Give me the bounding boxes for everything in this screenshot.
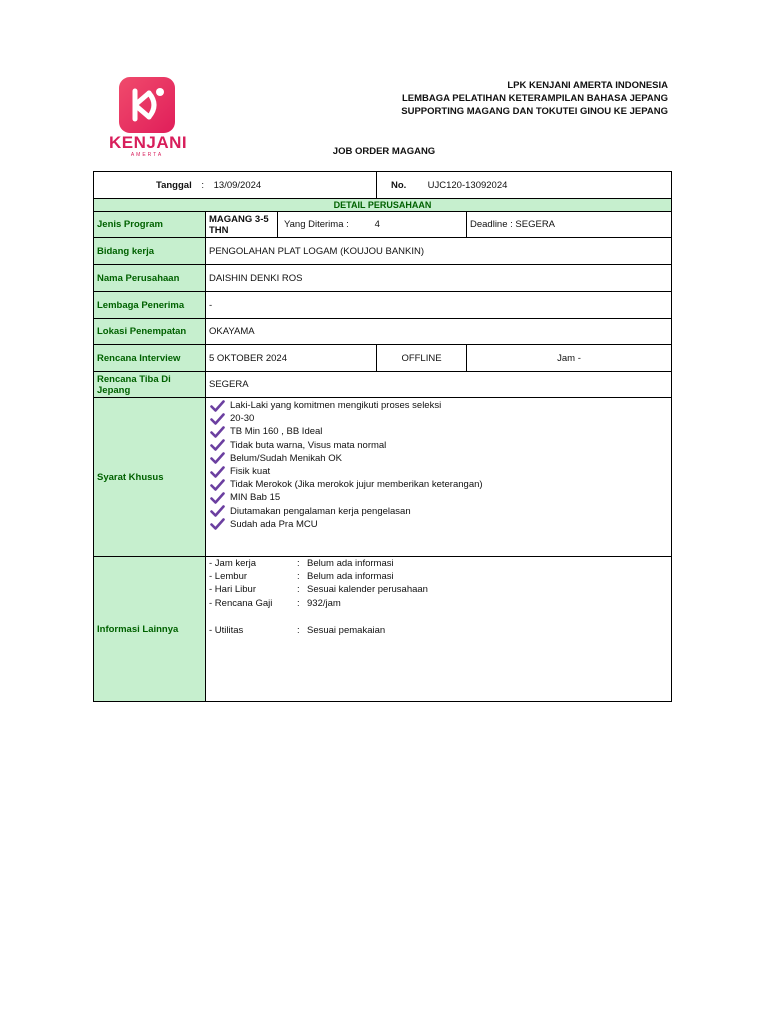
- section-row: [94, 199, 672, 212]
- info-value: 932/jam: [307, 597, 341, 609]
- checkmark-icon: [210, 505, 225, 517]
- diterima-value: 4: [374, 219, 380, 230]
- requirement-item: [210, 399, 668, 412]
- number-label: No.: [391, 179, 407, 191]
- top-row: [94, 172, 672, 199]
- interview-date: 5 OKTOBER 2024: [206, 345, 377, 372]
- requirement-item: [210, 518, 668, 531]
- info-list: [209, 557, 668, 637]
- checkmark-icon: [210, 439, 225, 451]
- document-title: JOB ORDER MAGANG: [332, 146, 436, 157]
- checkmark-icon: [210, 400, 225, 412]
- interview-mode: OFFLINE: [377, 345, 467, 372]
- logo-brand-text: KENJANI: [109, 133, 188, 152]
- requirement-text: Belum/Sudah Menikah OK: [230, 452, 342, 464]
- requirement-text: TB Min 160 , BB Ideal: [230, 426, 323, 438]
- interview-label: Rencana Interview: [94, 345, 206, 372]
- lembaga-penerima-value: -: [206, 292, 672, 319]
- job-order-table: [93, 171, 672, 702]
- info-colon: :: [297, 558, 300, 569]
- tiba-row: [94, 372, 672, 398]
- header-line-3: SUPPORTING MAGANG DAN TOKUTEI GINOU KE JEPANG: [401, 106, 668, 117]
- info-item: [209, 557, 668, 570]
- info-value: Belum ada informasi: [307, 571, 394, 583]
- date-cell: [94, 172, 377, 199]
- info-key: - Jam kerja: [209, 558, 256, 569]
- info-value: Belum ada informasi: [307, 558, 394, 569]
- checkmark-icon: [210, 413, 225, 425]
- requirement-item: [210, 491, 668, 504]
- checkmark-icon: [210, 452, 225, 464]
- info-cell: [206, 557, 672, 702]
- info-colon: :: [297, 571, 300, 583]
- lembaga-penerima-row: [94, 292, 672, 319]
- syarat-cell: [206, 398, 672, 557]
- info-key: - Lembur: [209, 571, 248, 583]
- info-key: - Utilitas: [209, 624, 244, 636]
- info-row: [94, 557, 672, 702]
- info-label: Informasi Lainnya: [94, 557, 206, 702]
- checkmark-icon: [210, 466, 225, 478]
- syarat-label: Syarat Khusus: [94, 398, 206, 557]
- lembaga-penerima-label: Lembaga Penerima: [94, 292, 206, 319]
- lokasi-row: [94, 319, 672, 345]
- number-value: UJC120-13092024: [427, 179, 508, 191]
- requirement-item: [210, 465, 668, 478]
- requirement-text: MIN Bab 15: [230, 492, 281, 504]
- deadline-value: Deadline : SEGERA: [467, 212, 672, 238]
- kenjani-logo-icon: [119, 77, 175, 133]
- bidang-kerja-value: PENGOLAHAN PLAT LOGAM (KOUJOU BANKIN): [206, 238, 672, 265]
- info-item: [209, 597, 668, 610]
- checkmark-icon: [210, 426, 225, 438]
- info-colon: :: [297, 584, 300, 596]
- tiba-label: Rencana Tiba Di Jepang: [94, 372, 206, 398]
- requirement-text: 20-30: [230, 413, 255, 425]
- info-colon: :: [297, 597, 300, 609]
- info-key: - Rencana Gaji: [209, 597, 273, 609]
- lokasi-label: Lokasi Penempatan: [94, 319, 206, 345]
- jenis-program-row: [94, 212, 672, 238]
- requirement-text: Sudah ada Pra MCU: [230, 518, 318, 530]
- requirement-text: Laki-Laki yang komitmen mengikuti proses seleksi: [230, 400, 442, 412]
- requirement-item: [210, 439, 668, 452]
- requirement-text: Tidak Merokok (Jika merokok jujur memberikan keterangan): [230, 479, 483, 491]
- requirement-item: [210, 505, 668, 518]
- bidang-kerja-row: [94, 238, 672, 265]
- date-label: Tanggal: [156, 179, 192, 191]
- info-value: Sesuai pemakaian: [307, 624, 386, 636]
- requirement-item: [210, 425, 668, 438]
- diterima-label: Yang Diterima :: [284, 219, 349, 230]
- nama-perusahaan-label: Nama Perusahaan: [94, 265, 206, 292]
- nama-perusahaan-row: [94, 265, 672, 292]
- header-line-1: LPK KENJANI AMERTA INDONESIA: [507, 80, 668, 91]
- checkmark-icon: [210, 518, 225, 530]
- jenis-program-label: Jenis Program: [94, 212, 206, 238]
- syarat-row: [94, 398, 672, 557]
- interview-time: Jam -: [467, 345, 672, 372]
- info-colon: :: [297, 624, 300, 636]
- header-line-2: LEMBAGA PELATIHAN KETERAMPILAN BAHASA JEPANG: [401, 93, 668, 104]
- nama-perusahaan-value: DAISHIN DENKI ROS: [206, 265, 672, 292]
- info-key: - Hari Libur: [209, 584, 256, 596]
- interview-row: [94, 345, 672, 372]
- info-item: [209, 624, 668, 637]
- diterima-cell: [278, 212, 467, 238]
- date-value: 13/09/2024: [213, 179, 262, 191]
- requirement-text: Tidak buta warna, Visus mata normal: [230, 439, 387, 451]
- checkmark-icon: [210, 479, 225, 491]
- logo-sub-text: AMERTA: [130, 152, 164, 158]
- info-value: Sesuai kalender perusahaan: [307, 584, 428, 596]
- number-cell: [377, 172, 672, 199]
- requirement-text: Fisik kuat: [230, 466, 271, 478]
- info-item: [209, 583, 668, 596]
- tiba-value: SEGERA: [206, 372, 672, 398]
- requirement-item: [210, 412, 668, 425]
- requirement-text: Diutamakan pengalaman kerja pengelasan: [230, 505, 411, 517]
- jenis-program-value: MAGANG 3-5 THN: [206, 212, 278, 238]
- requirement-item: [210, 452, 668, 465]
- requirements-list: [210, 399, 668, 531]
- section-title: DETAIL PERUSAHAAN: [94, 199, 672, 212]
- date-colon: :: [201, 179, 204, 191]
- bidang-kerja-label: Bidang kerja: [94, 238, 206, 265]
- info-item: [209, 570, 668, 583]
- requirement-item: [210, 478, 668, 491]
- lokasi-value: OKAYAMA: [206, 319, 672, 345]
- checkmark-icon: [210, 492, 225, 504]
